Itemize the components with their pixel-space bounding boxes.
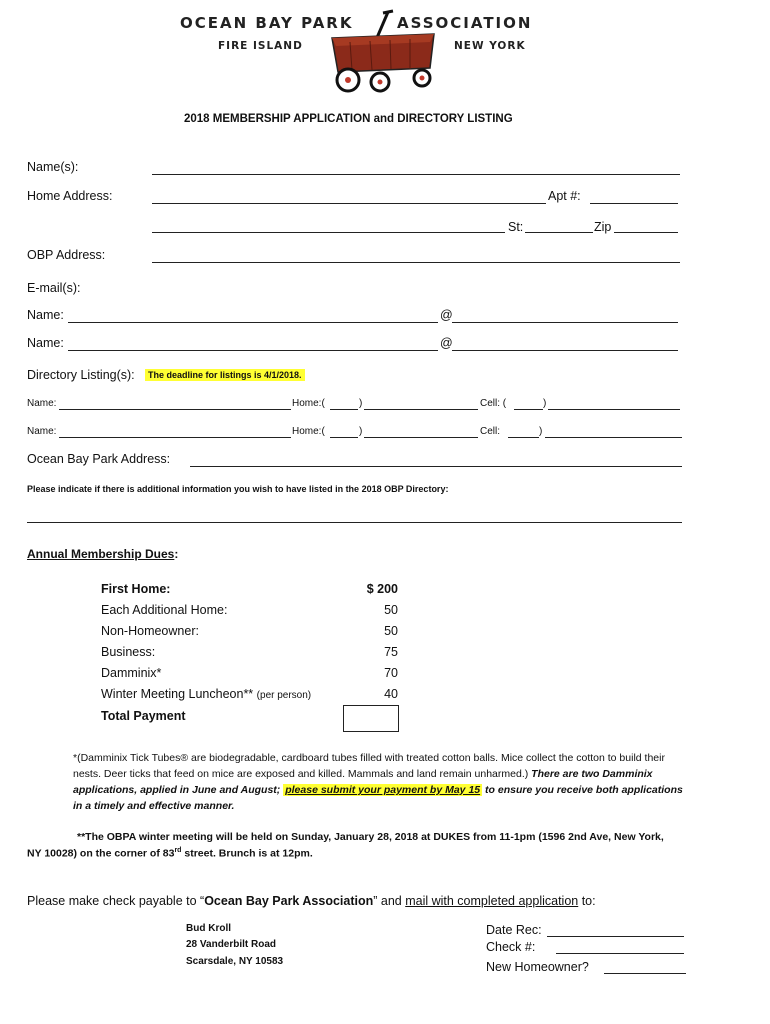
st-field[interactable] [525, 232, 593, 233]
new-homeowner-label: New Homeowner? [486, 960, 589, 974]
logo-sub-right: NEW YORK [454, 40, 526, 52]
email-domain1-field[interactable] [452, 322, 678, 323]
due-first-home-label: First Home: [101, 582, 171, 596]
email-name1-field[interactable] [68, 322, 438, 323]
due-additional-home-value: 50 [384, 603, 398, 617]
due-business-label: Business: [101, 645, 156, 659]
dir-row1-cell-close: ) [543, 398, 547, 409]
winter-meeting-line2: NY 10028) on the corner of 83rd street. Brunch is at 12pm. [27, 847, 313, 860]
obp-address-label: OBP Address: [27, 248, 106, 262]
additional-info-field[interactable] [27, 522, 682, 523]
names-field[interactable] [152, 174, 680, 175]
page-title: 2018 MEMBERSHIP APPLICATION and DIRECTORY LISTING [184, 113, 513, 125]
date-rec-field[interactable] [547, 936, 684, 937]
emails-label: E-mail(s): [27, 281, 81, 295]
mail-to-city: Scarsdale, NY 10583 [186, 956, 284, 967]
due-damminix-value: 70 [384, 666, 398, 680]
dues-heading: Annual Membership Dues: [27, 547, 179, 561]
email-name2-field[interactable] [68, 350, 438, 351]
dir-row2-home-field[interactable] [364, 437, 478, 438]
dir-row1-home-label: Home:( [292, 398, 325, 409]
names-label: Name(s): [27, 160, 79, 174]
new-homeowner-field[interactable] [604, 973, 686, 974]
check-number-field[interactable] [556, 953, 684, 954]
dir-row1-home-field[interactable] [364, 409, 478, 410]
home-address-label: Home Address: [27, 189, 113, 203]
mail-to-name: Bud Kroll [186, 923, 231, 934]
dir-row2-name-label: Name: [27, 426, 57, 437]
logo-name-right: ASSOCIATION [397, 14, 533, 32]
dir-row1-cell-field[interactable] [548, 409, 680, 410]
dir-row1-home-area-field[interactable] [330, 409, 358, 410]
due-business-value: 75 [384, 645, 398, 659]
dir-row2-cell-label: Cell: [480, 426, 501, 437]
due-first-home-value: $ 200 [366, 582, 398, 596]
check-number-label: Check #: [486, 940, 536, 954]
email-at1: @ [440, 308, 453, 322]
due-luncheon-label: Winter Meeting Luncheon** (per person) [101, 687, 312, 701]
logo-sub-left: FIRE ISLAND [218, 40, 303, 52]
due-damminix-label: Damminix* [101, 666, 162, 680]
winter-meeting-line1: **The OBPA winter meeting will be held on Sunday, January 28, 2018 at DUKES from 11-1pm (1596 2nd Ave, New York, [77, 831, 664, 843]
dir-row2-home-area-field[interactable] [330, 437, 358, 438]
dir-row2-home-label: Home:( [292, 426, 325, 437]
email-name1-label: Name: [27, 308, 64, 322]
dir-row2-cell-close: ) [539, 426, 543, 437]
dir-row1-name-field[interactable] [59, 409, 291, 410]
total-payment-label: Total Payment [101, 709, 186, 723]
due-additional-home-label: Each Additional Home: [101, 603, 228, 617]
dir-row2-cell-field[interactable] [545, 437, 682, 438]
date-rec-label: Date Rec: [486, 923, 542, 937]
payable-line: Please make check payable to “Ocean Bay Park Association” and mail with completed application to: [27, 894, 596, 908]
email-at2: @ [440, 336, 453, 350]
dir-obp-address-field[interactable] [190, 466, 682, 467]
mail-to-street: 28 Vanderbilt Road [186, 939, 277, 950]
email-name2-label: Name: [27, 336, 64, 350]
dir-row1-home-close: ) [359, 398, 363, 409]
due-non-homeowner-value: 50 [384, 624, 398, 638]
deadline-notice: The deadline for listings is 4/1/2018. [145, 369, 305, 381]
dir-obp-address-label: Ocean Bay Park Address: [27, 452, 171, 466]
red-wagon-icon [330, 8, 442, 96]
zip-label: Zip [594, 220, 612, 234]
apt-field[interactable] [590, 203, 678, 204]
additional-info-label: Please indicate if there is additional information you wish to have listed in the 2018 OBP Directory: [27, 484, 449, 494]
damminix-note: *(Damminix Tick Tubes® are biodegradable, cardboard tubes filled with treated cotton balls. Mice collect the cotton to build their nests. Deer ticks that feed on mice are exposed and killed. Mammals and land remain unharmed.) There are two Damminix applications, applied in June and August; please submit your payment by May 15 to ensure you receive both applications in a timely and effective manner. [73, 752, 683, 812]
st-label: St: [508, 220, 524, 234]
logo-name-left: OCEAN BAY PARK [180, 14, 354, 32]
dir-row1-cell-label: Cell: ( [480, 398, 507, 409]
directory-label: Directory Listing(s): [27, 368, 135, 382]
home-address-field[interactable] [152, 203, 546, 204]
dir-row1-cell-area-field[interactable] [514, 409, 543, 410]
due-non-homeowner-label: Non-Homeowner: [101, 624, 199, 638]
due-luncheon-value: 40 [384, 687, 398, 701]
dir-row2-home-close: ) [359, 426, 363, 437]
apt-label: Apt #: [548, 189, 581, 203]
home-address-line2-field[interactable] [152, 232, 505, 233]
dir-row2-name-field[interactable] [59, 437, 291, 438]
dir-row1-name-label: Name: [27, 398, 57, 409]
obp-address-field[interactable] [152, 262, 680, 263]
zip-field[interactable] [614, 232, 678, 233]
email-domain2-field[interactable] [452, 350, 678, 351]
dir-row2-cell-area-field[interactable] [508, 437, 539, 438]
total-payment-box[interactable] [343, 705, 399, 732]
